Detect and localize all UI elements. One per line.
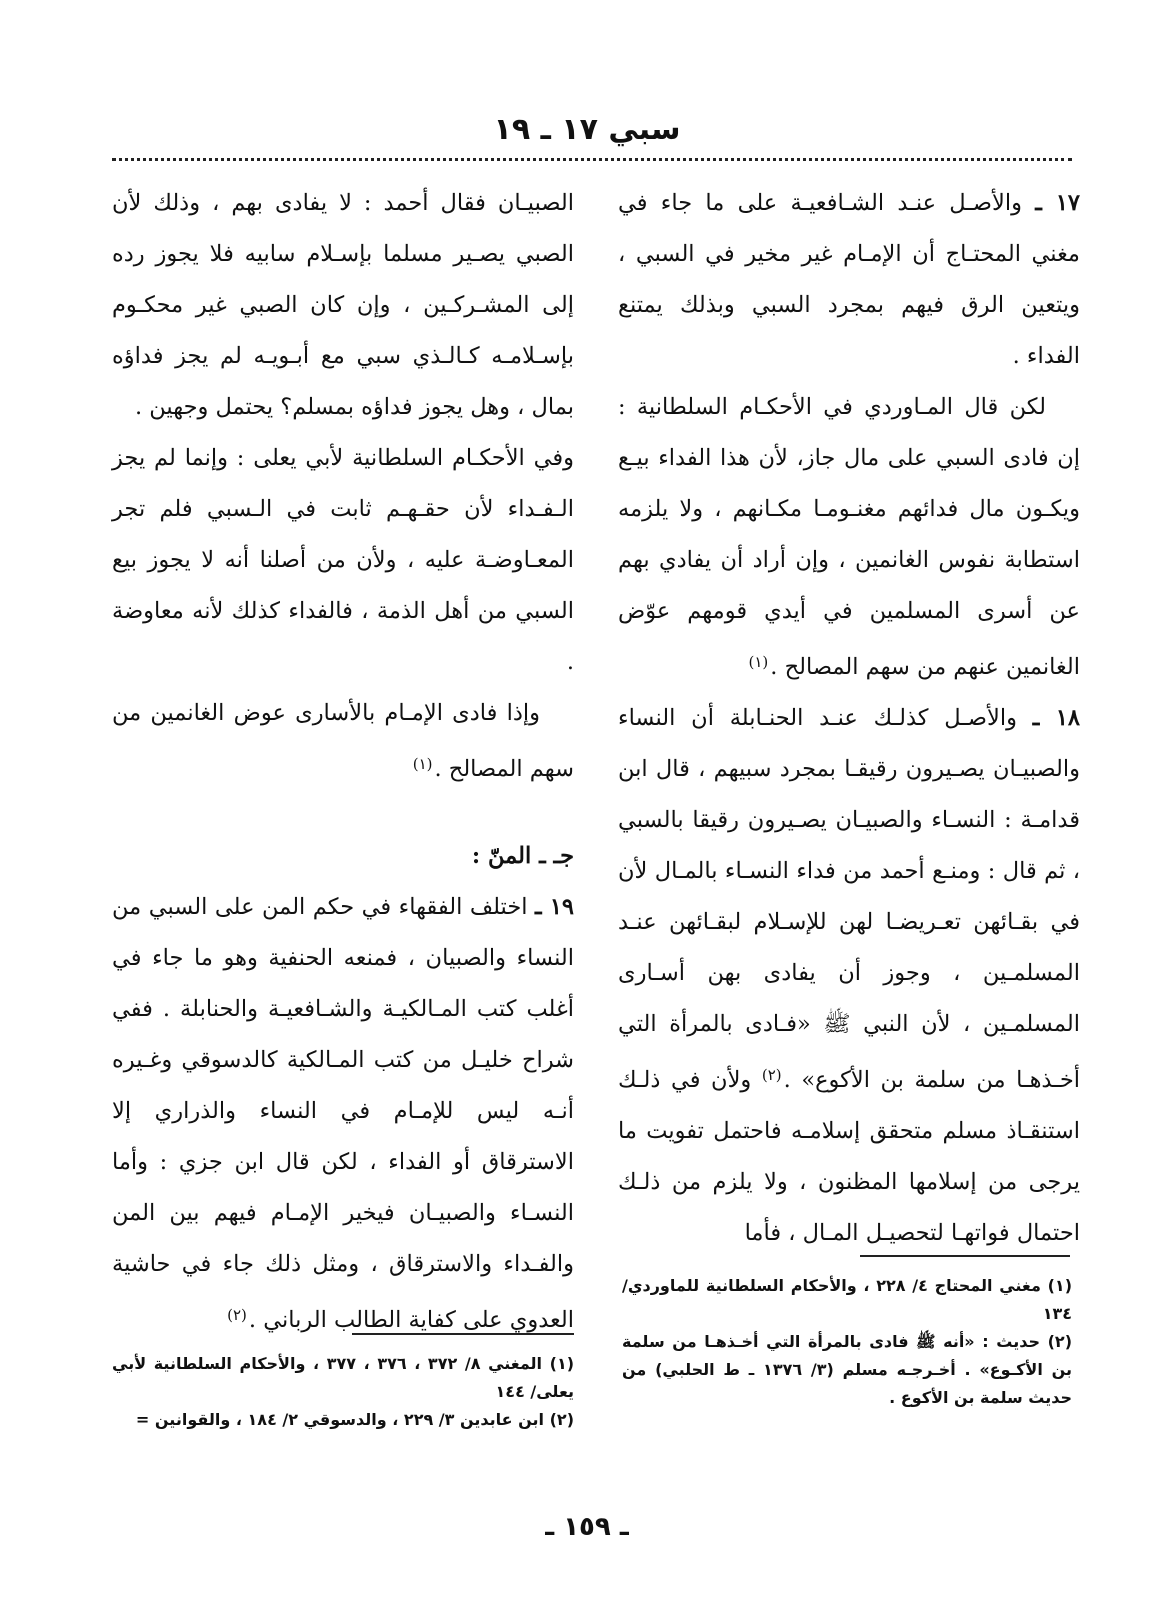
- footnote-2: (٢) حديث : «أنه ﷺ فادى بالمرأة التي أخـذهـا من سلمة بن الأكـوع» . أخـرجـه مسلم (٣/ ١٣٧٦ ـ ط الحلبي) من حديث سلمة بن الأكوع .: [622, 1332, 1072, 1407]
- paragraph-text: وإذا فادى الإمـام بالأسارى عوض الغانمين من سهم المصالح .: [112, 700, 574, 782]
- paragraph-text-continued: ولأن في ذلـك استنقـاذ مسلم متحقق إسلامـه فاحتمل تفويت ما يرجى من إسلامها المظنون ، ولا يلزم من ذلـك احتمال فواتهـا لتحصيـل المـال ، فأما: [618, 1067, 1080, 1246]
- footnote-ref: (١): [412, 755, 433, 773]
- footnote-2: (٢) ابن عابدين ٣/ ٢٢٩ ، والدسوقي ٢/ ١٨٤ ، والقوانين =: [135, 1410, 574, 1429]
- left-text-column: [112, 178, 574, 1346]
- footnote-ref: (٢): [227, 1306, 247, 1324]
- paragraph-text: اختلف الفقهاء في حكم المن على السبي من النساء والصبيان ، فمنعه الحنفية وهو ما جاء في أغلب كتب المـالكيـة والشـافعيـة والحنابلة . ففي شراح خليـل من كتب المـالكية كالدسوقي وغـيره أنـه ليس للإمـام في النساء والذراري إلا الاسترقاق أو الفداء ، لكن قال ابن جزي : وأما النسـاء والصبيـان فيخير الإمـام فيهم بين المن والفـداء والاسترقاق ، ومثل ذلك جاء في حاشية العدوي على كفاية الطالب الرباني .: [112, 894, 574, 1333]
- paragraph-text: والأصـل عنـد الشـافعيـة على ما جاء في مغني المحتـاج أن الإمـام غير مخير في السبي ، ويتعين الرق فيهم بمجرد السبي وبذلك يمتنع الفداء .: [618, 190, 1080, 369]
- paragraph-text: والأصـل كذلـك عنـد الحنـابلة أن النساء والصبيـان يصـيرون رقيقـا بمجرد سبيهم ، قال ابن قدامـة : النسـاء والصبيـان يصـيرون رقيقا بالسبي ، ثم قال : ومنـع أحمد من فداء النسـاء بالمـال لأن في بقـائهن تعـريضـا لهن للإسـلام لبقـائهن عنـد المسلمـين ، وجوز أن يفادى بهن أسـارى المسلمـين ، لأن النبي ﷺ «فـادى بالمرأة التي أخـذهـا من سلمة بن الأكوع» .: [618, 705, 1080, 1093]
- paragraph-number: ١٩ ـ: [535, 894, 574, 920]
- paragraph-19: [112, 882, 574, 1346]
- paragraph-continuation: [112, 178, 574, 433]
- page-number: ـ ١٥٩ ـ: [545, 1512, 629, 1542]
- paragraph-number: ١٧ ـ: [1035, 190, 1080, 216]
- footnotes-right: [622, 1272, 1072, 1412]
- footnote-ref: (٢): [761, 1066, 782, 1084]
- header-dotted-divider: [112, 158, 1072, 161]
- paragraph-number: ١٨ ـ: [1032, 705, 1080, 731]
- footnote-1: (١) مغني المحتاج ٤/ ٢٢٨ ، والأحكام السلطانية للماوردي/ ١٣٤: [622, 1276, 1072, 1323]
- paragraph-text: الصبيـان فقال أحمد : لا يفادى بهم ، وذلك لأن الصبي يصـير مسلما بإسـلام سابيه فلا يجوز رده إلى المشـركـين ، وإن كان الصبي غير محكـوم بإسـلامـه كـالـذي سبي مع أبـويـه لم يجز فداؤه بمال ، وهل يجوز فداؤه بمسلم؟ يحتمل وجهين .: [112, 190, 574, 420]
- paragraph-text: وفي الأحكـام السلطانية لأبي يعلى : وإنما لم يجز الـفـداء لأن حقـهـم ثابت في الـسبي فلم تجر المعـاوضـة عليه ، ولأن من أصلنا أنه لا يجوز بيع السبي من أهل الذمة ، فالفداء كذلك لأنه معاوضة .: [112, 445, 574, 675]
- paragraph-17: [618, 178, 1080, 382]
- paragraph-text: لكن قال المـاوردي في الأحكـام السلطانية : إن فادى السبي على مال جاز، لأن هذا الفداء بيـع ويكـون مال فدائهم مغنـومـا مكـانهم ، ولا يلزمه استطابة نفوس الغانمين ، وإن أراد أن يفادي بهم عن أسرى المسلمين في أيدي قومهم عوّض الغانمين عنهم من سهم المصالح .: [618, 394, 1080, 680]
- running-header-title: سبي ١٧ ـ ١٩: [493, 112, 681, 147]
- footnote-ref: (١): [748, 653, 769, 671]
- paragraph-abu-yala: [112, 433, 574, 688]
- paragraph-mawardi: [618, 382, 1080, 693]
- footnotes-left: [112, 1350, 574, 1434]
- footnote-divider-left: [352, 1333, 574, 1335]
- section-heading: جـ ـ المنّ :: [471, 843, 574, 869]
- footnote-divider-right: [860, 1255, 1070, 1257]
- paragraph-ransom: [112, 688, 574, 795]
- right-text-column: [618, 178, 1080, 1259]
- footnote-1: (١) المغني ٨/ ٣٧٢ ، ٣٧٦ ، ٣٧٧ ، والأحكام السلطانية لأبي يعلى/ ١٤٤: [112, 1354, 575, 1401]
- paragraph-18: [618, 693, 1080, 1259]
